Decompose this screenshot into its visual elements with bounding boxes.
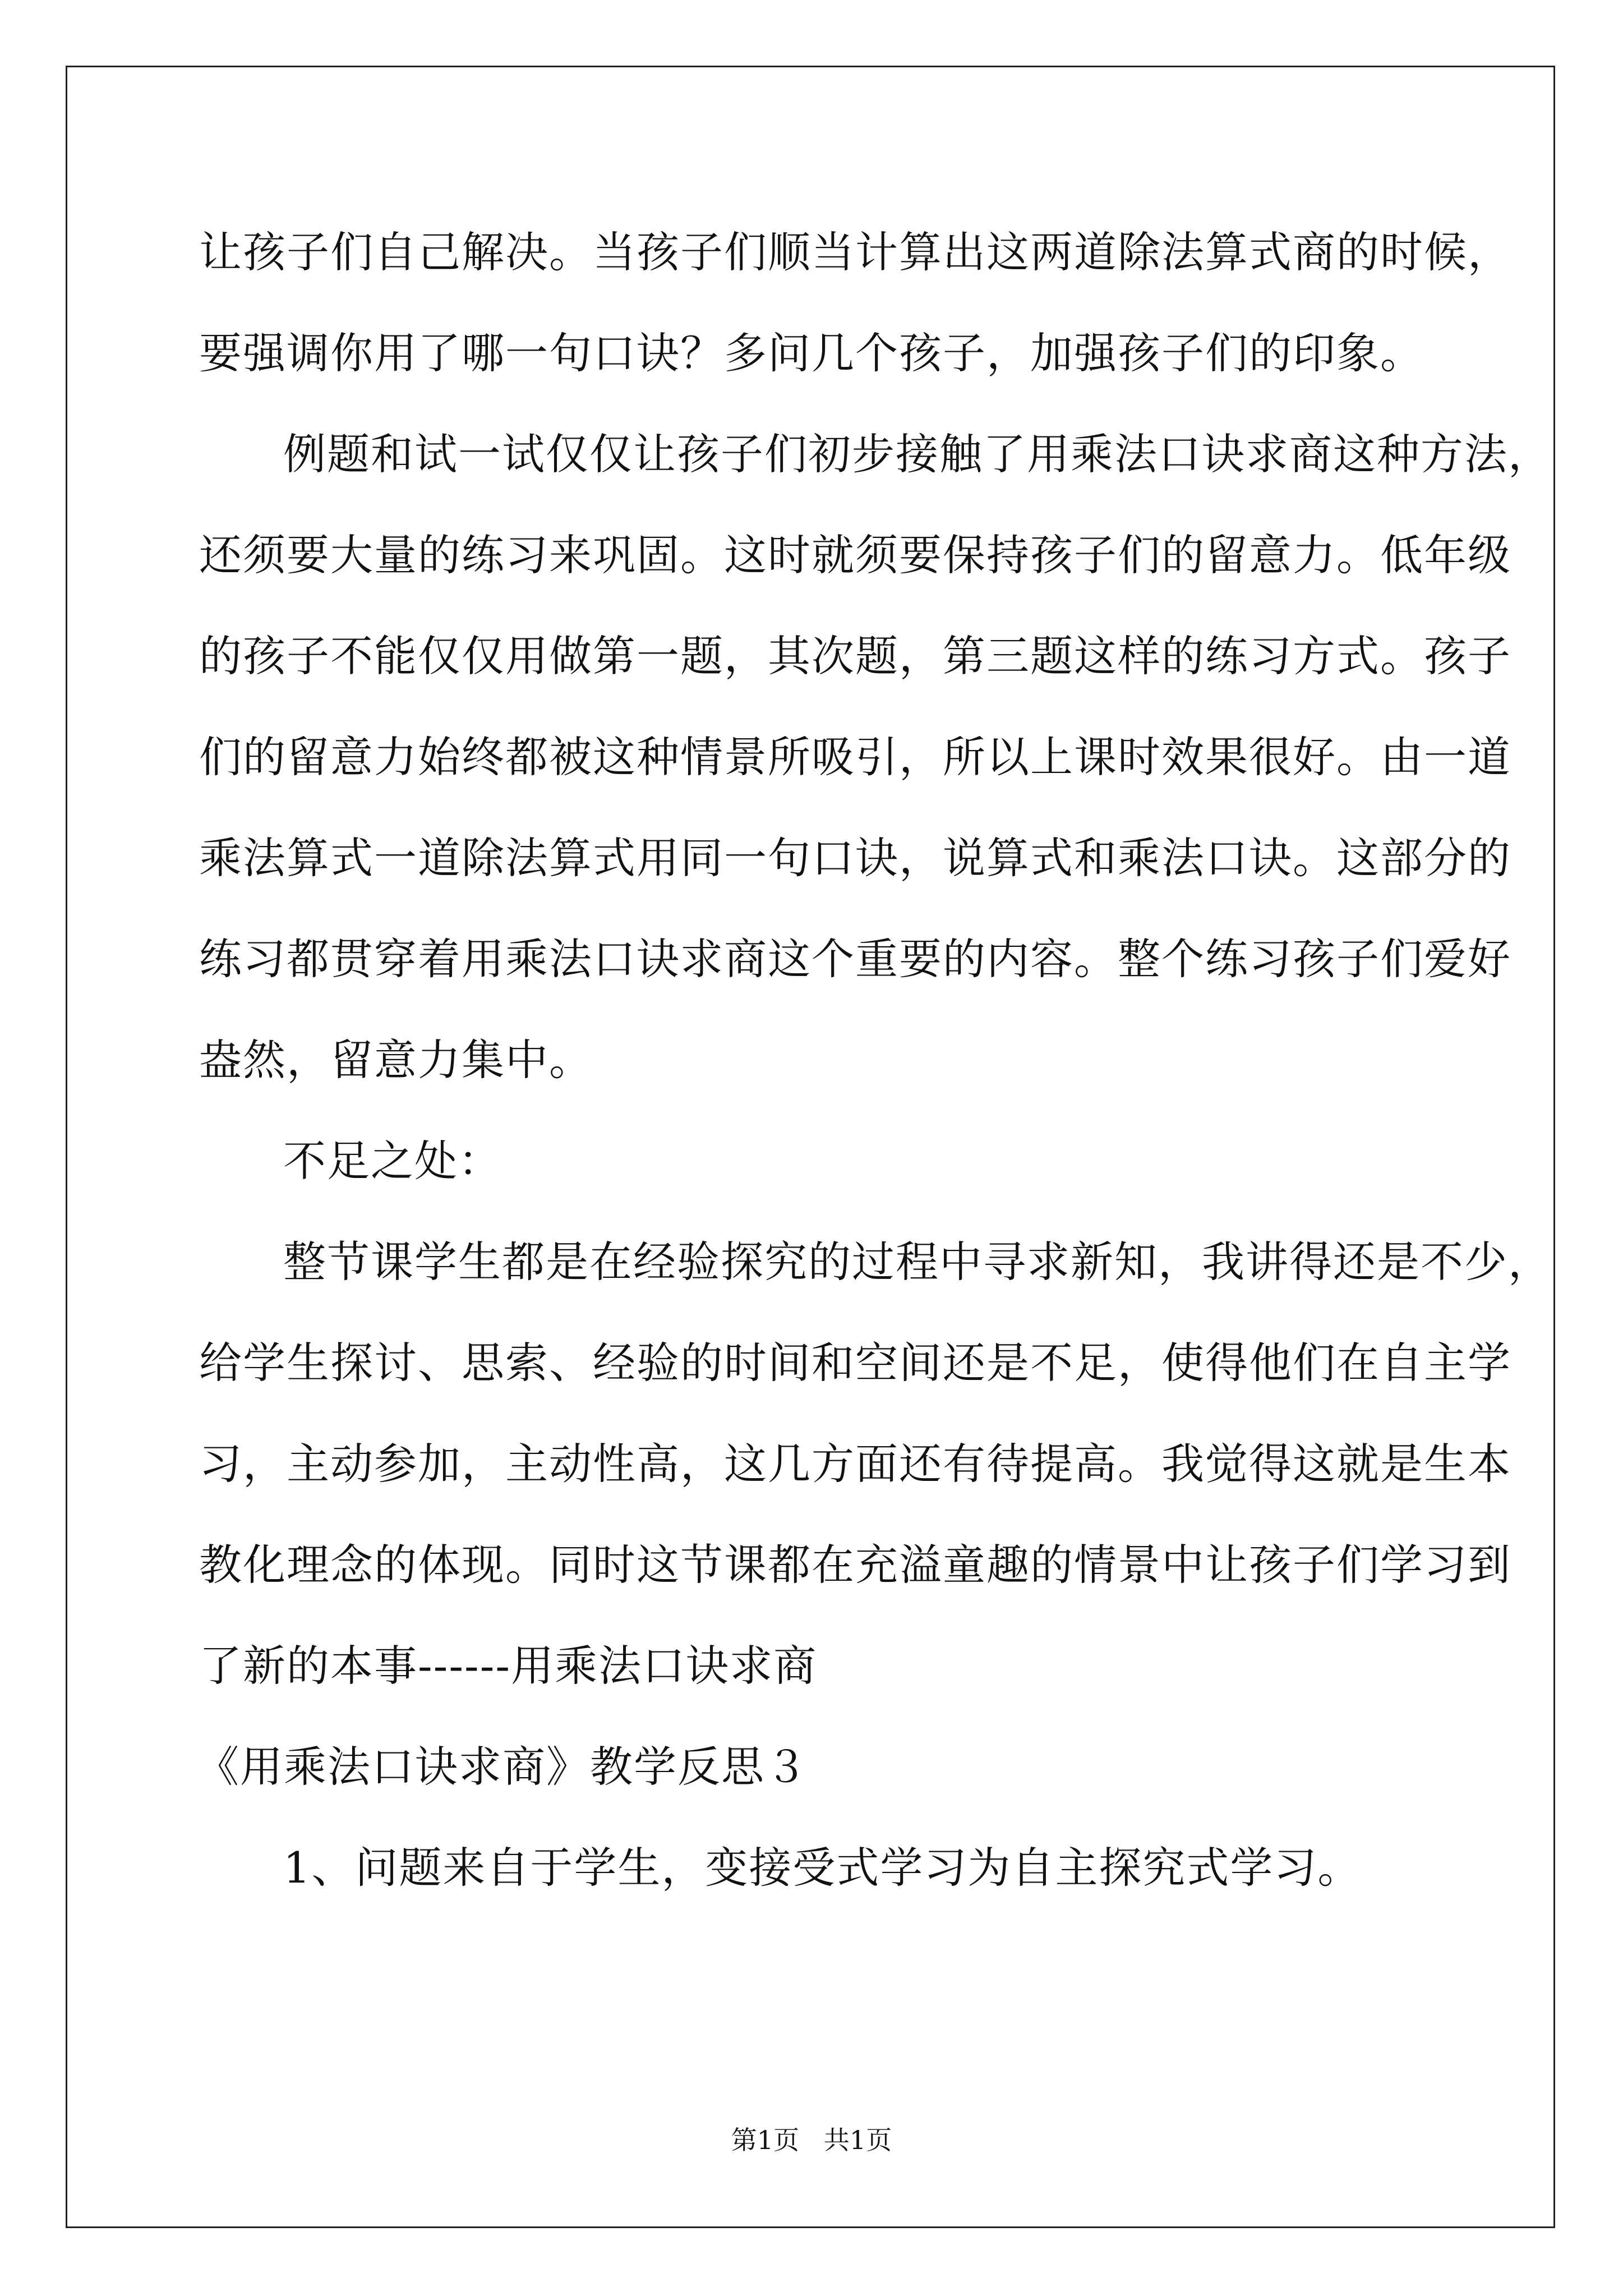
paragraph-line: 了新的本事------用乘法口诀求商 (199, 1641, 818, 1691)
paragraph-line: 习，主动参加，主动性高，这几方面还有待提高。我觉得这就是生本 (199, 1439, 1511, 1489)
paragraph-line: 整节课学生都是在经验探究的过程中寻求新知，我讲得还是不少， (283, 1237, 1552, 1287)
document-body (196, 202, 1552, 1918)
paragraph-line: 1、问题来自于学生，变接受式学习为自主探究式学习。 (283, 1843, 1362, 1893)
paragraph-line: 盎然，留意力集中。 (199, 1035, 593, 1085)
paragraph-line: 乘法算式一道除法算式用同一句口诀，说算式和乘法口诀。这部分的 (199, 833, 1511, 883)
paragraph-line: 还须要大量的练习来巩固。这时就须要保持孩子们的留意力。低年级 (199, 530, 1511, 580)
section-heading: 《用乘法口诀求商》教学反思３ (196, 1742, 809, 1792)
section-label: 不足之处： (283, 1136, 502, 1186)
page-footer: 第1页 共1页 (731, 2125, 892, 2155)
paragraph-line: 教化理念的体现。同时这节课都在充溢童趣的情景中让孩子们学习到 (199, 1540, 1511, 1590)
paragraph-line: 给学生探讨、思索、经验的时间和空间还是不足，使得他们在自主学 (199, 1338, 1511, 1388)
paragraph-line: 们的留意力始终都被这种情景所吸引，所以上课时效果很好。由一道 (199, 732, 1511, 782)
paragraph-line: 练习都贯穿着用乘法口诀求商这个重要的内容。整个练习孩子们爱好 (199, 934, 1511, 984)
paragraph-line: 例题和试一试仅仅让孩子们初步接触了用乘法口诀求商这种方法， (283, 429, 1552, 479)
paragraph-line: 让孩子们自己解决。当孩子们顺当计算出这两道除法算式商的时候， (199, 227, 1511, 277)
paragraph-line: 要强调你用了哪一句口诀？多问几个孩子，加强孩子们的印象。 (199, 328, 1424, 378)
paragraph-line: 的孩子不能仅仅用做第一题，其次题，第三题这样的练习方式。孩子 (199, 631, 1511, 681)
